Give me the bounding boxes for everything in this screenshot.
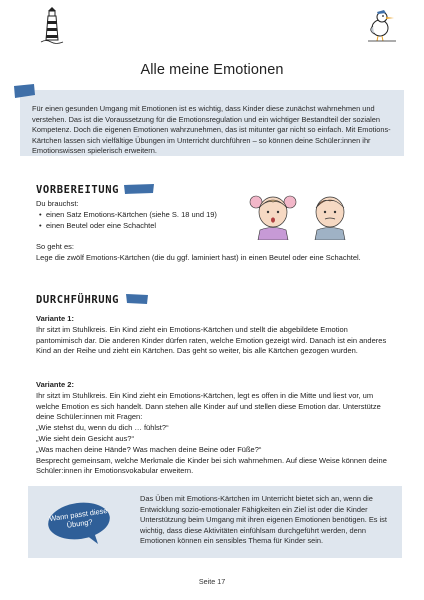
badge-label: Wann passt diese Übung? (48, 506, 108, 530)
children-illustration (246, 190, 358, 240)
tape-decoration (12, 84, 36, 98)
variant-1-block (36, 314, 388, 357)
question-item: „Was machen deine Hände? Was machen deine Beine oder Füße?“ (36, 444, 262, 454)
variant-1-label: Variante 1: (36, 314, 74, 323)
question-item: „Wie sieht dein Gesicht aus?“ (36, 433, 134, 443)
variant-2-block (36, 380, 388, 477)
instructions-label: So geht es: (36, 242, 74, 251)
variant-2-closing-text: Besprecht gemeinsam, welche Merkmale die Kinder bei sich wahrnehmen. Auf diese Weise können deine Schüler:innen ihr Emotionsvokabular erweitern. (36, 455, 387, 476)
section-heading-durchfuehrung: DURCHFÜHRUNG (36, 294, 120, 306)
instructions-block (36, 242, 388, 264)
tape-decoration (124, 184, 154, 194)
intro-text: Für einen gesunden Umgang mit Emotionen ist es wichtig, dass Kinder diese zunächst wahrnehmen und verstehen. Das ist die Voraussetzung für die Emotionsregulation und ein wichtiger Bestandteil der sozialen Kompetenz. Doch die eigenen Emotionen wahrzunehmen, das ist mitunter gar nicht so einfach. Mit Emotions-Kärtchen lassen sich vielfältige Übungen im Unterricht durchführen – so können deine Schüler:innen ihr Emotionswissen spielerisch erweitern. (32, 104, 391, 156)
list-item: • einen Beutel oder eine Schachtel (46, 221, 388, 232)
question-item: „Wie stehst du, wenn du dich … fühlst?“ (36, 423, 169, 433)
materials-label: Du brauchst: (36, 199, 79, 208)
page-number: Seite 17 (198, 577, 226, 586)
lighthouse-icon (40, 6, 64, 44)
instructions-text: Lege die zwölf Emotions-Kärtchen (die du ggf. laminiert hast) in einen Beutel oder eine Schachtel. (36, 252, 361, 262)
variant-2-label: Variante 2: (36, 380, 74, 389)
tape-decoration (126, 294, 148, 304)
section-heading-vorbereitung: VORBEREITUNG (36, 184, 120, 196)
variant-2-text: Ihr sitzt im Stuhlkreis. Ein Kind zieht ein Emotions-Kärtchen, legt es offen in die Mitte und liest vor, um welche Emotion es sich handelt. Dann stehen alle Kinder auf und stellen diese Emotion dar. Unterstütze deine Schüler:innen mit Fragen: (36, 390, 381, 422)
page-title: Alle meine Emotionen (140, 62, 284, 78)
info-text: Das Üben mit Emotions-Kärtchen im Unterricht bietet sich an, wenn die Entwicklung sozio-emotionaler Fähigkeiten ein Ziel ist oder die Kinder Unterstützung beim Umgang mit ihren eigenen Emotionen benötigen. Es ist wichtig, dass diese Aktivitäten einfühlsam durchgeführt werden, denn Emotionen können ein sensibles Thema für Kinder sein. (140, 494, 387, 546)
seagull-icon (364, 6, 398, 42)
list-item: • einen Satz Emotions-Kärtchen (siehe S. 18 und 19) (46, 210, 388, 221)
variant-1-text: Ihr sitzt im Stuhlkreis. Ein Kind zieht ein Emotions-Kärtchen und stellt die abgebildete Emotion pantomimisch dar. Die anderen Kinder dürfen raten, welche Emotion gezeigt wird. Danach ist ein anderes Kind an der Reihe und zieht ein Kärtchen. Das geht so weiter, bis alle Kärtchen gezogen wurden. (36, 324, 387, 356)
